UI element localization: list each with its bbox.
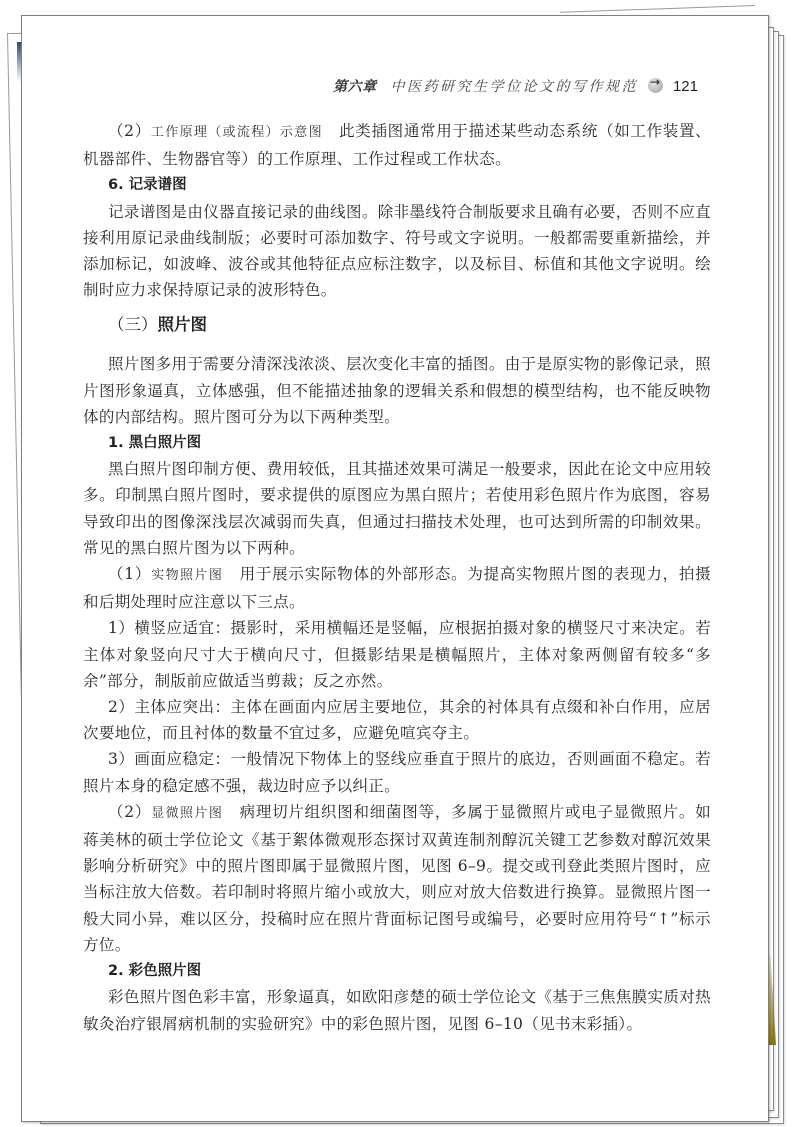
heading-color-photo: 2. 彩色照片图 [108,963,202,980]
chapter-label: 第六章 [332,79,377,95]
book-page [21,15,769,1122]
item-prefix: （1） [108,565,152,584]
section-title: 照片图 [157,315,207,335]
paragraph-photo-intro: 照片图多用于需要分清深浅浓淡、层次变化丰富的插图。由于是原实物的影像记录，照片图形象逼真，立体感强，但不能描述抽象的逻辑关系和假想的模型结构，也不能反映物体的内部结构。照片图可分为以下两种类型。 [83,355,711,426]
item-text: 用于展示实际物体的外部形态。为提高实物照片图的表现力，拍摄和后期处理时应注意以下三点。 [83,565,711,612]
paragraph-bw-photo: 黑白照片图印制方便、费用较低，且其描述效果可满足一般要求，因此在论文中应用较多。印制黑白照片图时，要求提供的原图应为黑白照片；若使用彩色照片作为底图，容易导致印出的图像深浅层次减弱而失真，但通过扫描技术处理，也可达到所需的印制效果。常见的黑白照片图为以下两种。 [83,460,711,557]
paragraph-point-1: 1）横竖应适宜：摄影时，采用横幅还是竖幅，应根据拍摄对象的横竖尺寸来决定。若主体对象竖向尺寸大于横向尺寸，但摄影结果是横幅照片，主体对象两侧留有较多“多余”部分，制版前应做适当剪裁；反之亦然。 [83,619,711,690]
paragraph-color-photo: 彩色照片图色彩丰富，形象逼真，如欧阳彦楚的硕士学位论文《基于三焦焦膜实质对热敏灸治疗银屑病机制的实验研究》中的彩色照片图，见图 6–10（见书末彩插）。 [83,988,711,1033]
heading-bw-photo: 1. 黑白照片图 [108,435,202,452]
item-prefix: （2） [108,122,151,140]
chapter-title: 中医药研究生学位论文的写作规范 [390,79,638,95]
heading-recording-chart: 6. 记录谱图 [108,177,187,194]
item-prefix: （2） [108,802,152,821]
item-text: 此类插图通常用于描述某些动态系统（如工作装置、机器部件、生物器官等）的工作原理、工作过程或工作状态。 [83,122,711,169]
running-header [22,76,698,96]
item-text: 病理切片组织图和细菌图等，多属于显微照片或电子显微照片。如蒋美林的硕士学位论文《基于絮体微观形态探讨双黄连制剂醇沉关键工艺参数对醇沉效果影响分析研究》中的照片图即属于显微照片图，见图 6–9。提交或刊登此类照片图时，应当标注放大倍数。若印制时将照片缩小或放大，则应对放大倍数进行换算。显微照片图一般大同小异，难以区分，投稿时应在照片背面标记图号或编号，必要时应用符号“↑”标示方位。 [83,802,711,954]
arrow-right-circle-icon [648,78,663,93]
paragraph-point-3: 3）画面应稳定：一般情况下物体上的竖线应垂直于照片的底边，否则画面不稳定。若照片本身的稳定感不强，裁边时应予以纠正。 [83,750,711,795]
page-body [83,118,711,1037]
paragraph-object-photo [83,561,711,615]
section-heading-photo [83,311,711,339]
section-number: （三） [108,315,158,335]
paragraph-recording-chart: 记录谱图是由仪器直接记录的曲线图。除非墨线符合制版要求且确有必要，否则不应直接利用原记录曲线制版；必要时可添加数字、符号或文字说明。一般都需要重新描绘，并添加标记，如波峰、波谷或其他特征点应标注数字，以及标目、标值和其他文字说明。绘制时应力求保持原记录的波形特色。 [83,202,711,300]
page-number: 121 [672,78,698,95]
item-term: 实物照片图 [151,568,224,584]
paragraph-micro-photo [83,799,711,958]
item-term: 显微照片图 [151,805,224,821]
item-term: 工作原理（或流程）示意图 [150,125,323,140]
paragraph-working-principle [83,118,711,172]
paragraph-point-2: 2）主体应突出：主体在画面内应居主要地位，其余的衬体具有点缀和补白作用，应居次要地位，而且衬体的数量不宜过多，应避免喧宾夺主。 [83,698,711,743]
